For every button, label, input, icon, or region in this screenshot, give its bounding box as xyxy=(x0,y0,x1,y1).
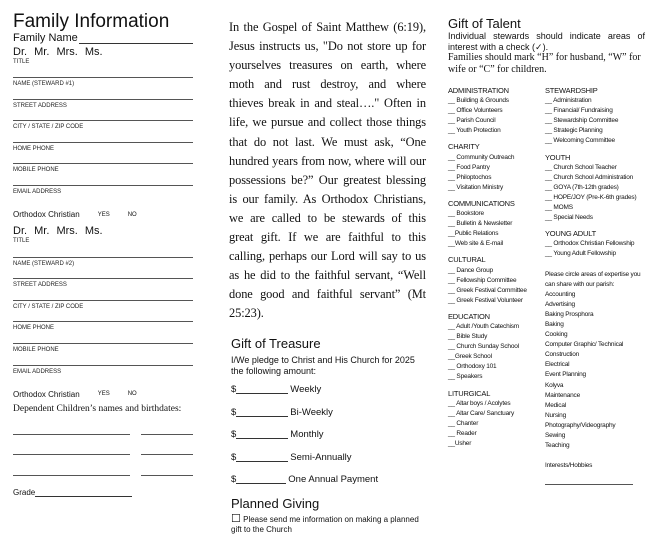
ministry-option[interactable]: __ Greek Festival Committee xyxy=(448,286,543,296)
field-steward1[interactable]: HOME PHONE xyxy=(13,142,193,164)
section-title: Family Information xyxy=(13,12,193,32)
pledge-option[interactable] xyxy=(231,379,429,402)
ministry-option[interactable]: __ Community Outreach xyxy=(448,153,543,163)
pledge-frequency: Bi-Weekly xyxy=(290,407,333,418)
ministry-option[interactable]: __ MOMS xyxy=(545,203,645,213)
category-liturgical xyxy=(448,389,543,450)
pledge-frequency: Weekly xyxy=(290,384,321,395)
talent-list-right xyxy=(545,86,645,485)
ministry-option[interactable]: __ Bulletin & Newsletter xyxy=(448,219,543,229)
talent-list-left xyxy=(448,86,543,485)
currency-symbol: $ xyxy=(231,474,236,485)
pledge-options xyxy=(231,379,429,492)
ministry-option[interactable]: __ Altar boys / Acolytes xyxy=(448,399,543,409)
expertise-option[interactable]: Cooking xyxy=(545,330,645,340)
no-option[interactable]: NO xyxy=(128,212,137,218)
talent-categories-right xyxy=(545,86,645,260)
category-title: YOUNG ADULT xyxy=(545,229,645,239)
ministry-option[interactable]: __ Orthodoxy 101 xyxy=(448,362,543,372)
currency-symbol: $ xyxy=(231,384,236,395)
ministry-option[interactable]: __Web site & E-mail xyxy=(448,239,543,249)
expertise-option[interactable]: Kolyva xyxy=(545,381,645,391)
family-name-label: Family Name xyxy=(13,32,78,44)
ministry-option[interactable]: __ Church School Teacher xyxy=(545,163,645,173)
expertise-option[interactable]: Photography/Videography xyxy=(545,421,645,431)
field-steward2[interactable]: CITY / STATE / ZIP CODE xyxy=(13,300,193,322)
ministry-option[interactable]: __ Food Pantry xyxy=(448,163,543,173)
yes-option[interactable]: YES xyxy=(98,212,110,218)
ministry-option[interactable]: __Greek School xyxy=(448,352,543,362)
category-title: COMMUNICATIONS xyxy=(448,199,543,209)
ministry-option[interactable]: __ Bookstore xyxy=(448,209,543,219)
expertise-option[interactable]: Teaching xyxy=(545,441,645,451)
category-stewardship xyxy=(545,86,645,147)
expertise-option[interactable]: Construction xyxy=(545,350,645,360)
talent-intro: Individual stewards should indicate areas of interest with a check (✓). xyxy=(448,31,645,52)
grade-field[interactable] xyxy=(13,488,193,497)
children-label: Dependent Children’s names and birthdates: xyxy=(13,404,193,414)
no-option[interactable]: NO xyxy=(128,391,137,397)
category-charity xyxy=(448,142,543,192)
ministry-option[interactable]: __ Stewardship Committee xyxy=(545,116,645,126)
orthodox-christian-2[interactable] xyxy=(13,386,193,402)
pledge-option[interactable] xyxy=(231,401,429,424)
expertise-option[interactable]: Event Planning xyxy=(545,370,645,380)
ministry-option[interactable]: __ Building & Grounds xyxy=(448,96,543,106)
family-name-field[interactable] xyxy=(13,32,193,44)
ministry-option[interactable]: __ HOPE/JOY (Pre-K-6th grades) xyxy=(545,193,645,203)
field-steward2[interactable]: HOME PHONE xyxy=(13,321,193,343)
ministry-option[interactable]: __ Speakers xyxy=(448,372,543,382)
ministry-option[interactable]: __ Financial/ Fundraising xyxy=(545,106,645,116)
ministry-option[interactable]: __ Greek Festival Volunteer xyxy=(448,296,543,306)
category-title: CHARITY xyxy=(448,142,543,152)
amount-blank[interactable] xyxy=(236,475,286,484)
category-title: ADMINISTRATION xyxy=(448,86,543,96)
currency-symbol: $ xyxy=(231,407,236,418)
ministry-option[interactable]: __ Reader xyxy=(448,429,543,439)
expertise-option[interactable]: Advertising xyxy=(545,300,645,310)
currency-symbol: $ xyxy=(231,452,236,463)
expertise-option[interactable]: Computer Graphic/ Technical xyxy=(545,340,645,350)
orthodox-label: Orthodox Christian xyxy=(13,390,80,399)
ministry-option[interactable]: __ Office Volunteers xyxy=(448,106,543,116)
ministry-option[interactable]: __ Philoptochos xyxy=(448,173,543,183)
ministry-option[interactable]: __ Strategic Planning xyxy=(545,126,645,136)
field-steward1[interactable]: MOBILE PHONE xyxy=(13,163,193,185)
ministry-option[interactable]: __ Dance Group xyxy=(448,266,543,276)
hobbies-label: Interests/Hobbies xyxy=(545,461,645,471)
amount-blank[interactable] xyxy=(236,408,288,417)
child-row[interactable] xyxy=(13,414,193,435)
ministry-option[interactable]: __Usher xyxy=(448,439,543,449)
ministry-option[interactable]: __ Church School Administration xyxy=(545,173,645,183)
expertise-option[interactable]: Baking xyxy=(545,320,645,330)
planned-giving-title: Planned Giving xyxy=(231,496,429,511)
ministry-option[interactable]: __ Church Sunday School xyxy=(448,342,543,352)
expertise-option[interactable]: Baking Prosphora xyxy=(545,310,645,320)
ministry-option[interactable]: __ Orthodox Christian Fellowship xyxy=(545,239,645,249)
field-steward1[interactable]: STREET ADDRESS xyxy=(13,99,193,121)
ministry-option[interactable]: __ Parish Council xyxy=(448,116,543,126)
currency-symbol: $ xyxy=(231,429,236,440)
pledge-option[interactable] xyxy=(231,446,429,469)
ministry-option[interactable]: __ Welcoming Committee xyxy=(545,136,645,146)
amount-blank[interactable] xyxy=(236,453,288,462)
planned-giving-text: Please send me information on making a planned gift to the Church xyxy=(231,515,419,534)
orthodox-label: Orthodox Christian xyxy=(13,210,80,219)
pledge-frequency: Monthly xyxy=(290,429,323,440)
expertise-option[interactable]: Sewing xyxy=(545,431,645,441)
category-cultural xyxy=(448,255,543,305)
talent-lists xyxy=(448,86,645,485)
gift-of-talent-section xyxy=(448,16,645,485)
yes-option[interactable]: YES xyxy=(98,391,110,397)
ministry-option[interactable]: __ GOYA (7th-12th grades) xyxy=(545,183,645,193)
field-steward2[interactable]: EMAIL ADDRESS xyxy=(13,365,193,387)
ministry-option[interactable]: __ Youth Protection xyxy=(448,126,543,136)
expertise-option[interactable]: Nursing xyxy=(545,411,645,421)
category-title: EDUCATION xyxy=(448,312,543,322)
ministry-option[interactable]: __ Bible Study xyxy=(448,332,543,342)
child-row[interactable] xyxy=(13,435,193,456)
ministry-option[interactable]: __ Special Needs xyxy=(545,213,645,223)
planned-giving-option[interactable] xyxy=(231,514,429,535)
category-young-adult xyxy=(545,229,645,259)
field-steward1[interactable]: NAME (STEWARD #1) xyxy=(13,77,193,99)
title-label: TITLE xyxy=(13,58,193,66)
expertise-option[interactable]: Medical xyxy=(545,401,645,411)
child-row[interactable] xyxy=(13,455,193,476)
category-title: LITURGICAL xyxy=(448,389,543,399)
ministry-option[interactable]: __ Fellowship Committee xyxy=(448,276,543,286)
orthodox-christian-1[interactable] xyxy=(13,207,193,223)
field-steward1[interactable]: CITY / STATE / ZIP CODE xyxy=(13,120,193,142)
talent-title: Gift of Talent xyxy=(448,16,645,31)
expertise-option[interactable]: Electrical xyxy=(545,360,645,370)
ministry-option[interactable]: __ Young Adult Fellowship xyxy=(545,249,645,259)
gift-of-treasure-section xyxy=(229,336,429,535)
expertise-option[interactable]: Maintenance xyxy=(545,391,645,401)
family-name-line[interactable] xyxy=(79,32,193,44)
scripture-text: In the Gospel of Saint Matthew (6:19), Jesus instructs us, "Do not store up for yourselves treasures on earth, where moth and rust destroy, and where thieves break in and steal…." Often in life, we pursue and collect those things that do not last. We must ask, “One hundred years from now, where will our possessions be?” Our greatest blessing is our family. As Orthodox Christians, we are called to be stewards of this great gift. If we are faithful to this calling, perhaps our Lord will say to us as he did to the faithful servant, “Well done good and faithful servant” (Mt 25:23). xyxy=(229,18,426,324)
pledge-option[interactable] xyxy=(231,469,429,492)
category-administration xyxy=(448,86,543,136)
ministry-option[interactable]: __ Administration xyxy=(545,96,645,106)
category-title: STEWARDSHIP xyxy=(545,86,645,96)
ministry-option[interactable]: __ Visitation Ministry xyxy=(448,183,543,193)
family-information-section xyxy=(13,12,193,497)
category-youth xyxy=(545,153,645,224)
pledge-frequency: One Annual Payment xyxy=(288,474,378,485)
category-title: CULTURAL xyxy=(448,255,543,265)
middle-column xyxy=(229,18,429,535)
ministry-option[interactable]: __Public Relations xyxy=(448,229,543,239)
pledge-frequency: Semi-Annually xyxy=(290,452,351,463)
amount-blank[interactable] xyxy=(236,430,288,439)
title-label: TITLE xyxy=(13,237,193,245)
steward-1-fields xyxy=(13,77,193,207)
ministry-option[interactable]: __ Chanter xyxy=(448,419,543,429)
checkbox-icon[interactable]: ☐ xyxy=(231,513,241,525)
category-education xyxy=(448,312,543,383)
expertise-intro: Please circle areas of expertise you can share with our parish: xyxy=(545,270,645,290)
hobbies-line[interactable] xyxy=(545,471,633,485)
category-title: YOUTH xyxy=(545,153,645,163)
title-options-1[interactable]: Dr. Mr. Mrs. Ms. xyxy=(13,46,193,58)
field-steward2[interactable]: MOBILE PHONE xyxy=(13,343,193,365)
treasure-intro: I/We pledge to Christ and His Church for 2025 the following amount: xyxy=(231,355,429,377)
field-steward2[interactable]: NAME (STEWARD #2) xyxy=(13,257,193,279)
grade-label: Grade xyxy=(13,488,35,497)
talent-intro-families: Families should mark “H” for husband, “W” for wife or “C” for children. xyxy=(448,52,645,76)
amount-blank[interactable] xyxy=(236,385,288,394)
field-steward2[interactable]: STREET ADDRESS xyxy=(13,278,193,300)
treasure-title: Gift of Treasure xyxy=(231,336,429,351)
ministry-option[interactable]: __ Altar Care/ Sanctuary xyxy=(448,409,543,419)
steward-2-fields xyxy=(13,257,193,387)
grade-line[interactable] xyxy=(35,488,132,497)
expertise-list xyxy=(545,290,645,452)
field-steward1[interactable]: EMAIL ADDRESS xyxy=(13,185,193,207)
pledge-option[interactable] xyxy=(231,424,429,447)
category-communications xyxy=(448,199,543,249)
title-options-2[interactable]: Dr. Mr. Mrs. Ms. xyxy=(13,225,193,237)
ministry-option[interactable]: __ Adult /Youth Catechism xyxy=(448,322,543,332)
expertise-option[interactable]: Accounting xyxy=(545,290,645,300)
